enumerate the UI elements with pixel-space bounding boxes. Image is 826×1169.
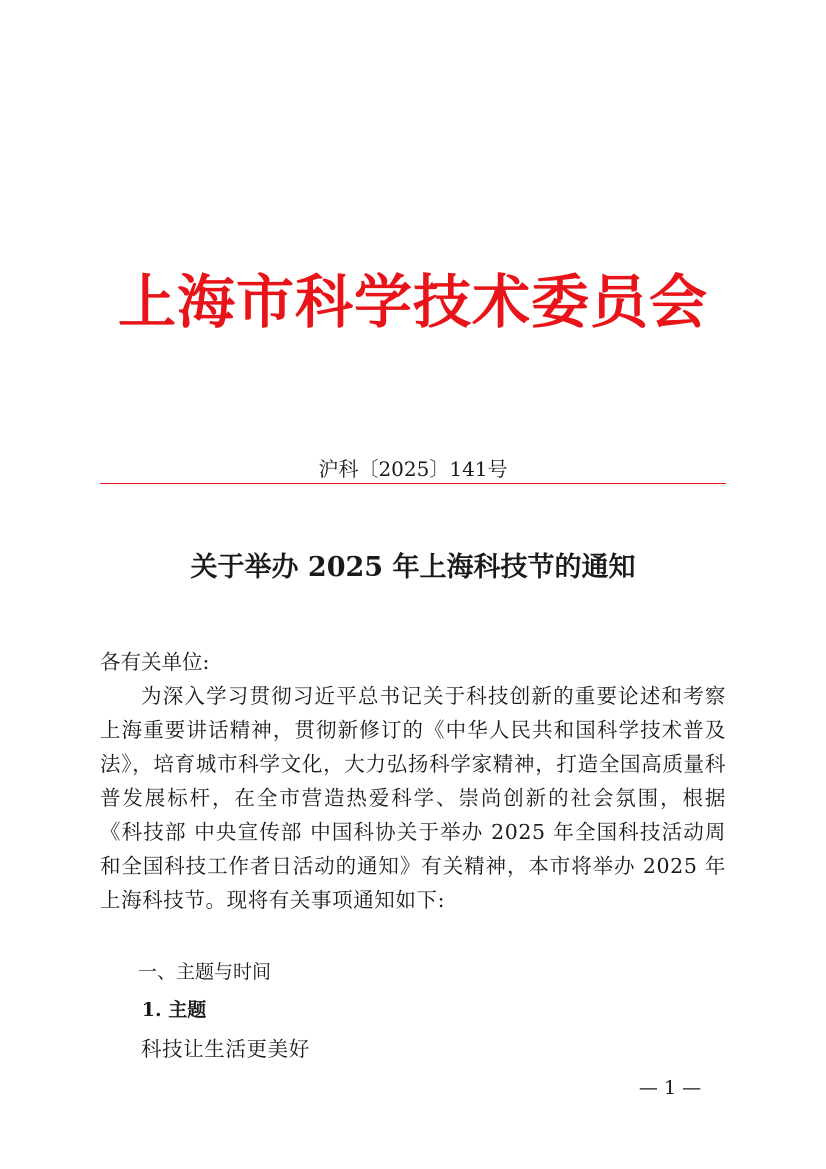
theme-text: 科技让生活更美好 xyxy=(141,1037,310,1061)
document-title: 关于举办 2025 年上海科技节的通知 xyxy=(190,552,636,583)
section-heading: 一、主题与时间 xyxy=(138,961,272,983)
issuing-organization-header: 上海市科学技术委员会 xyxy=(117,268,708,336)
salutation: 各有关单位: xyxy=(100,650,210,674)
subsection-heading: 1. 主题 xyxy=(141,999,207,1021)
red-divider-line xyxy=(100,483,726,484)
intro-paragraph: 为深入学习贯彻习近平总书记关于科技创新的重要论述和考察上海重要讲话精神，贯彻新修订的《中华人民共和国科学技术普及法》，培育城市科学文化，大力弘扬科学家精神，打造全国高质量科普发展标杆，在全市营造热爱科学、崇尚创新的社会氛围，根据《科技部 中央宣传部 中国科协关于举办 2025 年全国科技活动周和全国科技工作者日活动的通知》有关精神，本市将举办 2025 年上海科技节。现将有关事项通知如下: xyxy=(100,684,726,912)
document-number: 沪科〔2025〕141号 xyxy=(318,457,508,481)
page-number: — 1 — xyxy=(638,1077,702,1099)
